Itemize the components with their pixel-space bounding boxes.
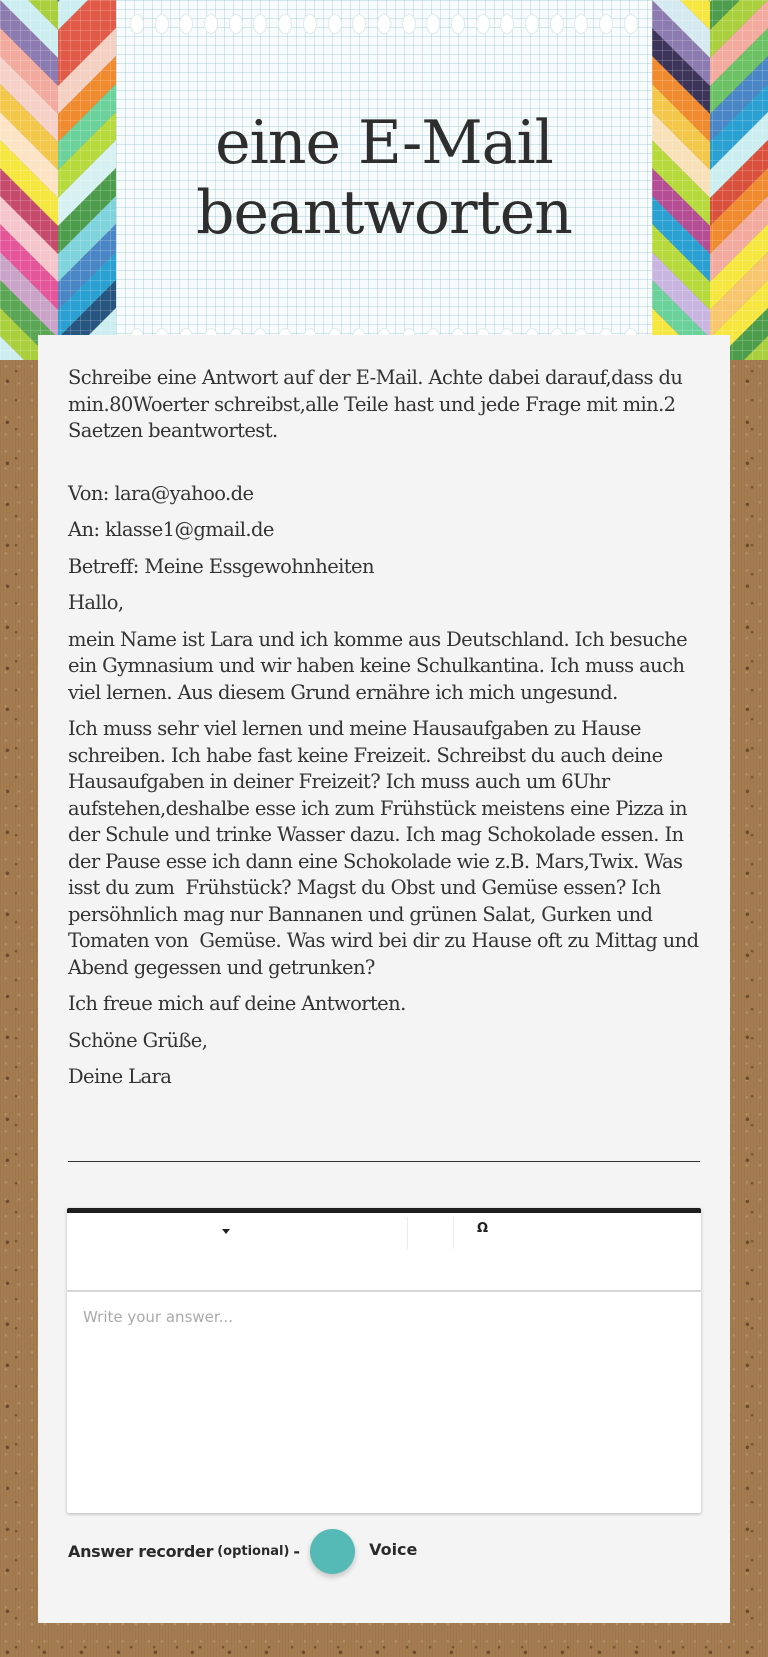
email-regards: Schöne Grüße, xyxy=(68,1028,208,1052)
voice-label: Voice xyxy=(369,1539,418,1559)
recorder-optional-tag: (optional) xyxy=(217,1543,290,1559)
toolbar-separator xyxy=(453,1217,454,1249)
left-chevron-decoration xyxy=(0,0,116,360)
toolbar-separator xyxy=(407,1217,408,1249)
recorder-label: Answer recorder xyxy=(68,1541,214,1561)
caret-down-icon xyxy=(222,1229,230,1234)
email-paragraph-2: Ich muss sehr viel lernen und meine Hausaufgaben zu Hause schreiben. Ich habe fast keine Freizeit. Schreibst du auch deine Hausaufgaben in deiner Freizeit? Ich muss auch um 6Uhr aufstehen,deshalbe esse ich zum Frühstück meistens eine Pizza in der Schule und trinke Wasser dazu. Ich mag Schokolade essen. In der Pause esse ich dann eine Schokolade wie z.B. Mars,Twix. Was isst du zum Frühstück? Magst du Obst und Gemüse essen? Ich persöhnlich mag nur Bannanen und grünen Salat, Gurken und Tomaten von Gemüse. Was wird bei dir zu Hause oft zu Mittag und Abend gegessen und getrunken? xyxy=(68,717,705,979)
record-voice-button[interactable] xyxy=(310,1529,355,1574)
question-content xyxy=(68,365,705,1101)
email-subject: Betreff: Meine Essgewohnheiten xyxy=(68,554,374,578)
format-dropdown[interactable] xyxy=(67,1213,407,1249)
email-greeting: Hallo, xyxy=(68,591,124,614)
paper-holes-top xyxy=(130,14,638,34)
email-to: An: klasse1@gmail.de xyxy=(68,518,274,541)
instructions: Schreibe eine Antwort auf der E-Mail. Achte dabei darauf,dass du min.80Woerter schreibst,alle Teile hast und jede Frage mit min.2 Saetzen beantwortest. xyxy=(68,366,683,442)
chevron-stripes-left-a xyxy=(0,0,58,360)
question-card xyxy=(38,335,730,1623)
title-line-2: beantworten xyxy=(196,178,572,248)
chevron-stripes-right-b xyxy=(710,0,768,360)
header-banner xyxy=(0,0,768,360)
right-chevron-decoration xyxy=(652,0,768,360)
email-from: Von: lara@yahoo.de xyxy=(68,481,254,505)
chevron-stripes-left-b xyxy=(58,0,116,360)
page-title xyxy=(116,108,652,248)
chevron-stripes-right-a xyxy=(652,0,710,360)
email-signature: Deine Lara xyxy=(68,1065,172,1088)
answer-editor xyxy=(67,1208,701,1513)
recorder-dash: - xyxy=(293,1541,301,1561)
email-paragraph-1: mein Name ist Lara und ich komme aus Deutschland. Ich besuche ein Gymnasium und wir haben keine Schulkantina. Ich muss auch viel lernen. Aus diesem Grund ernähre ich mich ungesund. xyxy=(68,627,688,704)
answer-input[interactable] xyxy=(67,1292,701,1513)
special-characters-button[interactable]: Ω xyxy=(477,1221,489,1236)
answer-recorder xyxy=(68,1528,417,1574)
editor-toolbar xyxy=(67,1213,701,1292)
divider xyxy=(68,1161,700,1162)
title-line-1: eine E-Mail xyxy=(215,108,553,178)
email-closing: Ich freue mich auf deine Antworten. xyxy=(68,992,406,1015)
